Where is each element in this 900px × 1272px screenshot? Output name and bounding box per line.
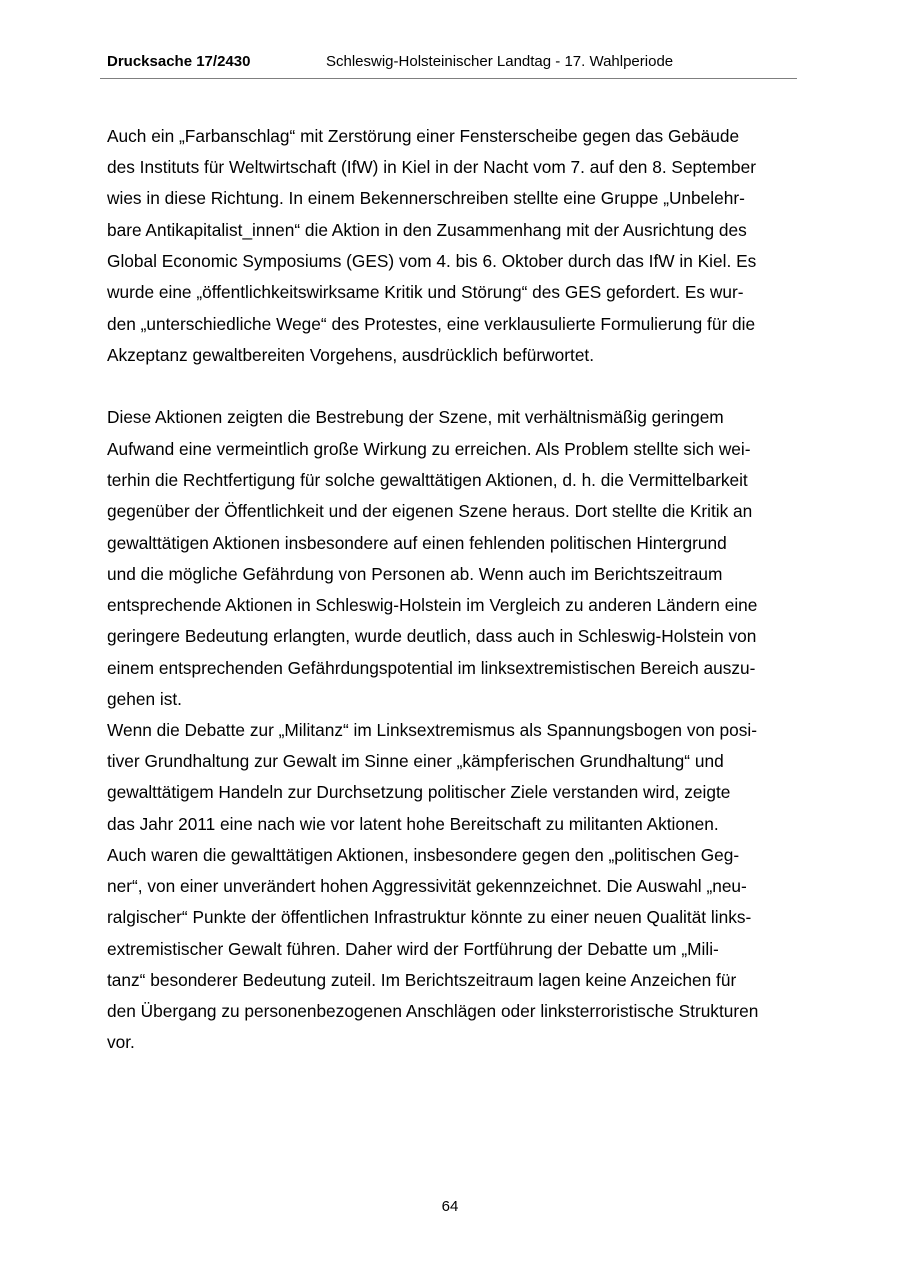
text-line: Auch ein „Farbanschlag“ mit Zerstörung einer Fensterscheibe gegen das Gebäude	[107, 126, 740, 146]
text-line: Auch waren die gewalttätigen Aktionen, insbesondere gegen den „politischen Geg-	[107, 845, 740, 865]
text-line: gewalttätigem Handeln zur Durchsetzung politischer Ziele verstanden wird, zeigte	[107, 782, 731, 802]
text-line: wurde eine „öffentlichkeitswirksame Kritik und Störung“ des GES gefordert. Es wur-	[107, 282, 744, 302]
text-line: und die mögliche Gefährdung von Personen ab. Wenn auch im Berichtszeitraum	[107, 564, 723, 584]
text-line: gegenüber der Öffentlichkeit und der eigenen Szene heraus. Dort stellte die Kritik an	[107, 501, 753, 521]
text-line: gewalttätigen Aktionen insbesondere auf einen fehlenden politischen Hintergrund	[107, 533, 727, 553]
text-line: bare Antikapitalist_innen“ die Aktion in den Zusammenhang mit der Ausrichtung des	[107, 220, 747, 240]
text-line: terhin die Rechtfertigung für solche gewalttätigen Aktionen, d. h. die Vermittelbarkeit	[107, 470, 748, 490]
text-line: Diese Aktionen zeigten die Bestrebung der Szene, mit verhältnismäßig geringem	[107, 407, 724, 427]
text-line: vor.	[107, 1032, 135, 1052]
text-line: entsprechende Aktionen in Schleswig-Holstein im Vergleich zu anderen Ländern eine	[107, 595, 758, 615]
text-line: den „unterschiedliche Wege“ des Protestes, eine verklausulierte Formulierung für die	[107, 314, 756, 334]
text-line: extremistischer Gewalt führen. Daher wird der Fortführung der Debatte um „Mili-	[107, 939, 719, 959]
text-line: tiver Grundhaltung zur Gewalt im Sinne einer „kämpferischen Grundhaltung“ und	[107, 751, 724, 771]
text-line: den Übergang zu personenbezogenen Anschlägen oder linksterroristische Strukturen	[107, 1001, 759, 1021]
text-line: wies in diese Richtung. In einem Bekennerschreiben stellte eine Gruppe „Unbelehr-	[107, 188, 745, 208]
text-line: das Jahr 2011 eine nach wie vor latent hohe Bereitschaft zu militanten Aktionen.	[107, 814, 719, 834]
text-line: ner“, von einer unverändert hohen Aggressivität gekennzeichnet. Die Auswahl „neu-	[107, 876, 747, 896]
text-line: Wenn die Debatte zur „Militanz“ im Linksextremismus als Spannungsbogen von posi-	[107, 720, 757, 740]
text-line: einem entsprechenden Gefährdungspotential im linksextremistischen Bereich auszu-	[107, 658, 756, 678]
page-number: 64	[441, 1198, 459, 1215]
document-number: Drucksache 17/2430	[107, 53, 251, 70]
text-line: tanz“ besonderer Bedeutung zuteil. Im Berichtszeitraum lagen keine Anzeichen für	[107, 970, 737, 990]
text-line: Akzeptanz gewaltbereiten Vorgehens, ausdrücklich befürwortet.	[107, 345, 595, 365]
text-line: geringere Bedeutung erlangten, wurde deutlich, dass auch in Schleswig-Holstein von	[107, 626, 757, 646]
page-header	[100, 50, 797, 79]
text-line: Global Economic Symposiums (GES) vom 4. bis 6. Oktober durch das IfW in Kiel. Es	[107, 251, 757, 271]
text-line: gehen ist.	[107, 689, 182, 709]
text-line: Aufwand eine vermeintlich große Wirkung zu erreichen. Als Problem stellte sich wei-	[107, 439, 751, 459]
text-line: des Instituts für Weltwirtschaft (IfW) in Kiel in der Nacht vom 7. auf den 8. September	[107, 157, 756, 177]
parliament-title: Schleswig-Holsteinischer Landtag - 17. Wahlperiode	[326, 53, 674, 70]
text-line: ralgischer“ Punkte der öffentlichen Infrastruktur könnte zu einer neuen Qualität links-	[107, 907, 752, 927]
